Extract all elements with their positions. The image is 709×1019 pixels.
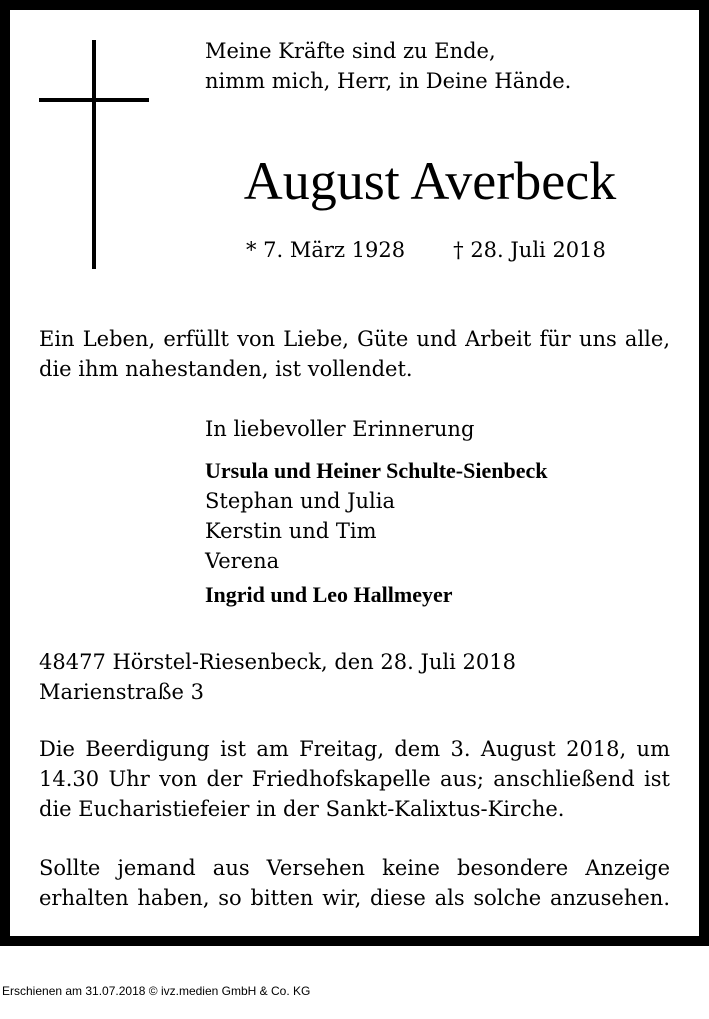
address-line-1: 48477 Hörstel-Riesenbeck, den 28. Juli 2018	[39, 650, 516, 674]
death-date: † 28. Juli 2018	[453, 238, 606, 262]
publication-footer: Erschienen am 31.07.2018 © ivz.medien GmbH & Co. KG	[2, 984, 311, 998]
tribute-text	[39, 324, 670, 384]
life-dates	[246, 236, 606, 264]
closing-line-2: erhalten haben, so bitten wir, diese als solche anzusehen.	[39, 886, 670, 910]
funeral-line-2: 14.30 Uhr von der Friedhofskapelle aus; anschließend ist	[39, 767, 670, 791]
family-member-1: Stephan und Julia	[205, 489, 396, 513]
closing-line-1: Sollte jemand aus Versehen keine besondere Anzeige	[39, 856, 670, 880]
funeral-line-3: die Eucharistiefeier in der Sankt-Kalixtus-Kirche.	[39, 797, 565, 821]
family-member-3: Verena	[205, 549, 280, 573]
memory-heading: In liebevoller Erinnerung	[205, 417, 475, 441]
funeral-info	[39, 734, 670, 824]
cross-icon	[92, 40, 96, 269]
family-group-2: Ingrid und Leo Hallmeyer	[205, 582, 453, 607]
verse-line-1: Meine Kräfte sind zu Ende,	[205, 39, 496, 63]
deceased-name: August Averbeck	[243, 151, 617, 211]
family-group-1: Ursula und Heiner Schulte-Sienbeck	[205, 458, 548, 483]
family-member-2: Kerstin und Tim	[205, 519, 377, 543]
birth-date: * 7. März 1928	[246, 238, 406, 262]
tribute-line-1: Ein Leben, erfüllt von Liebe, Güte und Arbeit für uns alle,	[39, 327, 670, 351]
tribute-line-2: die ihm nahestanden, ist vollendet.	[39, 357, 413, 381]
verse	[205, 36, 571, 96]
family-list	[205, 456, 547, 610]
closing-note	[39, 853, 670, 913]
address-line-2: Marienstraße 3	[39, 680, 204, 704]
funeral-line-1: Die Beerdigung ist am Freitag, dem 3. August 2018, um	[39, 737, 670, 761]
cross-icon-bar	[39, 98, 149, 102]
verse-line-2: nimm mich, Herr, in Deine Hände.	[205, 69, 572, 93]
address	[39, 647, 516, 707]
